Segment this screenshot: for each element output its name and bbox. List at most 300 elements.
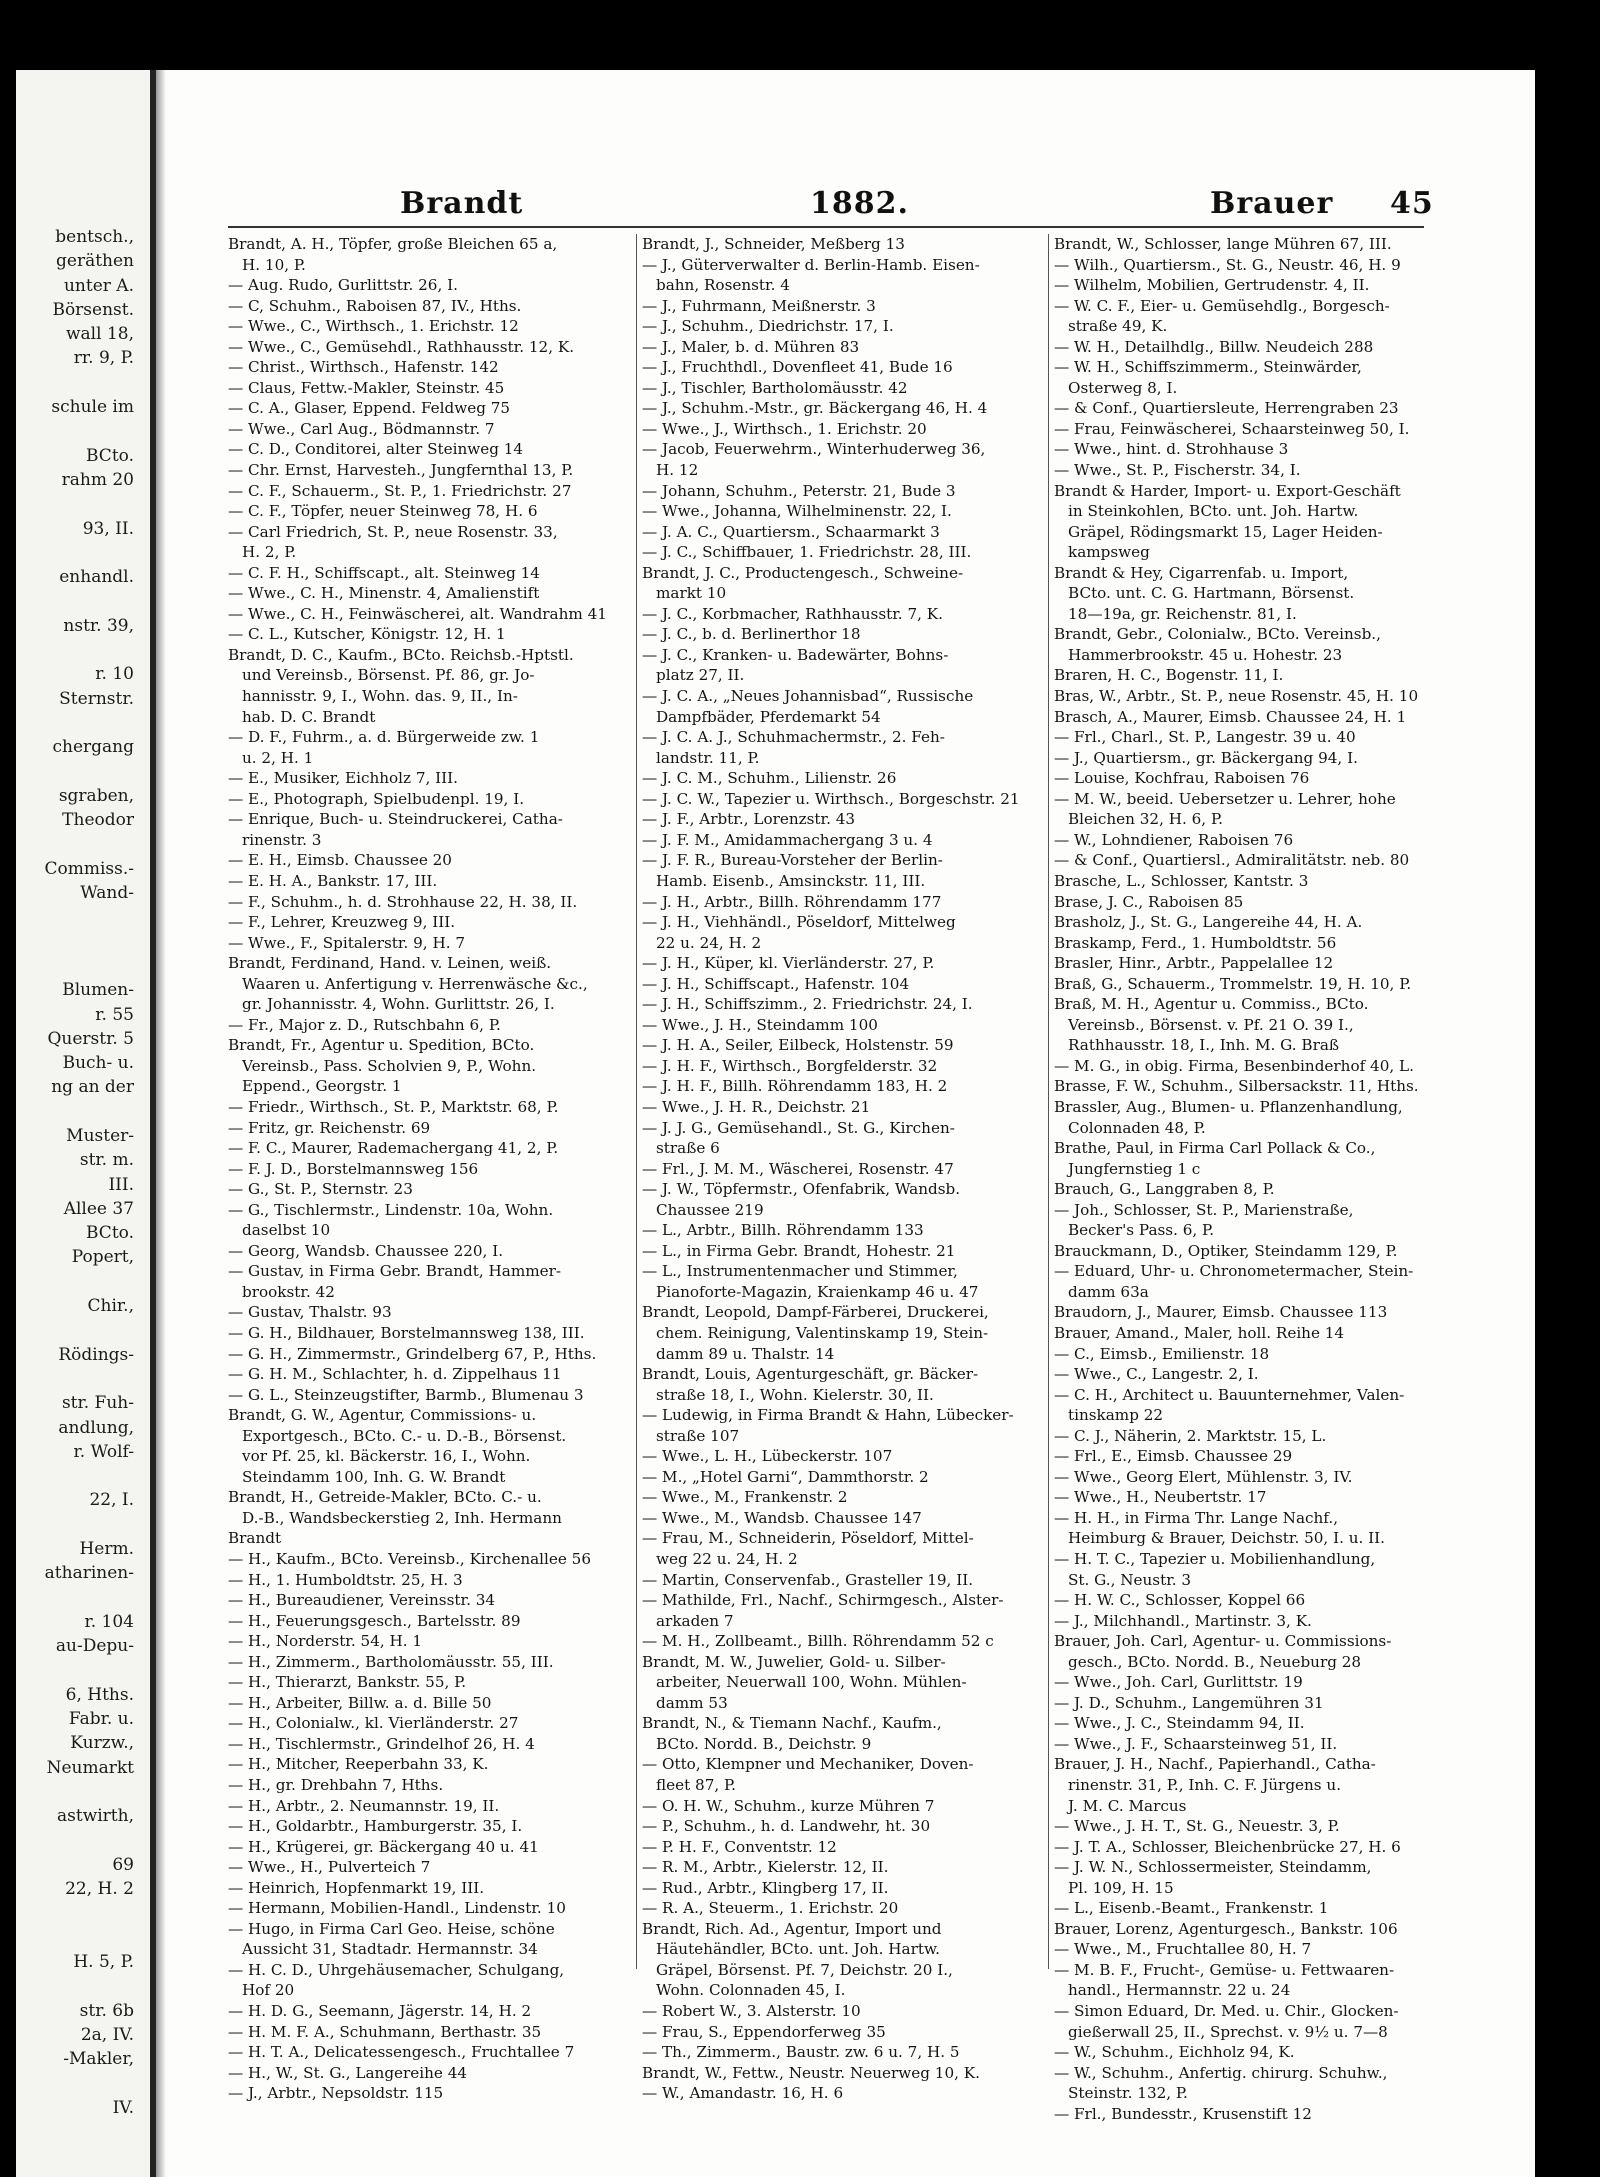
directory-entry-line: Brasse, F. W., Schuhm., Silbersackstr. 11, Hths. [1054,1077,1419,1096]
adjacent-page-line: BCto. [86,445,134,466]
directory-entry-line: — L., Instrumentenmacher und Stimmer, [642,1262,958,1281]
directory-entry-line: — F., Lehrer, Kreuzweg 9, III. [228,913,456,932]
adjacent-page-line [0,589,142,613]
directory-entry-line: Brasche, L., Schlosser, Kantstr. 3 [1054,871,1309,890]
adjacent-page-line [0,1318,142,1342]
directory-entry-line: Braskamp, Ferd., 1. Humboldtstr. 56 [1054,933,1337,952]
directory-entry-line: — Wwe., C., Langestr. 2, I. [1054,1365,1259,1384]
adjacent-page-line: 69 [112,1854,134,1875]
directory-entry-line: — J. T. A., Schlosser, Bleichenbrücke 27, H. 6 [1054,1837,1401,1856]
directory-entry-line: — G., Tischlermstr., Lindenstr. 10a, Wohn. [228,1200,554,1219]
directory-entry-line: — F. C., Maurer, Rademachergang 41, 2, P. [228,1139,559,1158]
directory-entry-line: damm 89 u. Thalstr. 14 [656,1344,835,1363]
directory-entry-line: — L., Eisenb.-Beamt., Frankenstr. 1 [1054,1899,1329,1918]
directory-entry-line: — J., Fuhrmann, Meißnerstr. 3 [642,296,876,315]
adjacent-page-line: Allee 37 [63,1198,134,1219]
directory-entry-line: Colonnaden 48, P. [1068,1118,1206,1137]
adjacent-page-line: rr. 9, P. [73,348,134,369]
directory-entry-line: Brauer, Amand., Maler, holl. Reihe 14 [1054,1323,1345,1342]
directory-entry-line: — C. F., Schauerm., St. P., 1. Friedrichstr. 27 [228,481,572,500]
directory-entry-line: — H. C. D., Uhrgehäusemacher, Schulgang, [228,1960,565,1979]
directory-entry-line: Vereinsb., Pass. Scholvien 9, P., Wohn. [242,1056,537,1075]
directory-entry-line: — J. A. C., Quartiersm., Schaarmarkt 3 [642,522,940,541]
running-head-left: Brandt [400,186,524,221]
directory-entry-line: — C., Eimsb., Emilienstr. 18 [1054,1344,1270,1363]
directory-entry-line: — M. G., in obig. Firma, Besenbinderhof 40, L. [1054,1056,1414,1075]
directory-entry-line: H. 10, P. [242,255,306,274]
adjacent-page-line: Wand- [80,883,134,904]
column-divider [1048,234,1049,1969]
directory-entry-line: brookstr. 42 [242,1282,335,1301]
directory-entry-line: — H., Arbtr., 2. Neumannstr. 19, II. [228,1796,500,1815]
directory-entry-line: — Gustav, Thalstr. 93 [228,1303,392,1322]
adjacent-page-line [0,638,142,662]
directory-entry-line: — Wwe., H., Pulverteich 7 [228,1858,431,1877]
directory-entry-line: Brandt, D. C., Kaufm., BCto. Reichsb.-Hptstl. [228,645,574,664]
directory-entry-line: — W. C. F., Eier- u. Gemüsehdlg., Borgesch- [1054,296,1390,315]
adjacent-page-line [0,1513,142,1537]
directory-entry-line: kampsweg [1068,543,1150,562]
directory-entry-line: — Wwe., Johanna, Wilhelminenstr. 22, I. [642,502,952,521]
directory-entry-line: — J. H., Schiffszimm., 2. Friedrichstr. 24, I. [642,995,973,1014]
adjacent-page-line: Theodor [62,810,134,831]
scan-border-right [1535,70,1600,2177]
running-head-year: 1882. [810,186,909,221]
adjacent-page-line [0,711,142,735]
directory-entry-line: — Wwe., hint. d. Strohhause 3 [1054,440,1289,459]
directory-entry-line: — H., Bureaudiener, Vereinsstr. 34 [228,1591,496,1610]
running-head-right: Brauer [1210,186,1334,221]
directory-entry-line: — P., Schuhm., h. d. Landwehr, ht. 30 [642,1817,931,1836]
adjacent-page-line [0,541,142,565]
adjacent-page-line [0,1829,142,1853]
directory-entry-line: gießerwall 25, II., Sprechst. v. 9½ u. 7—8 [1068,2022,1388,2041]
directory-entry-line: — Wwe., J. H. R., Deichstr. 21 [642,1097,871,1116]
directory-entry-line: Braß, M. H., Agentur u. Commiss., BCto. [1054,995,1369,1014]
directory-entry-line: u. 2, H. 1 [242,748,314,767]
adjacent-page-line: -Makler, [63,2049,134,2070]
directory-entry-line: — W., Schuhm., Anfertig. chirurg. Schuhw., [1054,2063,1388,2082]
adjacent-page-line: r. 10 [95,664,134,685]
directory-entry-line: und Vereinsb., Börsenst. Pf. 86, gr. Jo- [242,666,535,685]
directory-entry-line: — G. H., Zimmermstr., Grindelberg 67, P., Hths. [228,1344,597,1363]
directory-entry-line: Brandt, A. H., Töpfer, große Bleichen 65 a, [228,235,558,253]
directory-entry-line: — C, Schuhm., Raboisen 87, IV., Hths. [228,296,522,315]
directory-entry-line: — Wwe., Georg Elert, Mühlenstr. 3, IV. [1054,1467,1353,1486]
adjacent-page-line [0,1586,142,1610]
directory-entry-line: Brandt & Harder, Import- u. Export-Geschäft [1054,481,1401,500]
directory-column-3 [1054,234,1424,2124]
directory-entry-line: — J. H. F., Wirthsch., Borgfelderstr. 32 [642,1056,938,1075]
directory-entry-line: Eppend., Georgstr. 1 [242,1077,402,1096]
adjacent-page-line: IV. [112,2097,134,2118]
directory-entry-line: Wohn. Colonnaden 45, I. [656,1981,846,2000]
directory-entry-line: — H., Goldarbtr., Hamburgerstr. 35, I. [228,1817,523,1836]
adjacent-page-line: Muster- [66,1125,134,1146]
directory-entry-line: — J. C. W., Tapezier u. Wirthsch., Borgeschstr. 21 [642,789,1020,808]
directory-entry-line: — Fr., Major z. D., Rutschbahn 6, P. [228,1015,501,1034]
directory-entry-line: — J. F., Arbtr., Lorenzstr. 43 [642,810,856,829]
directory-entry-line: in Steinkohlen, BCto. unt. Joh. Hartw. [1068,502,1359,521]
directory-entry-line: Brasler, Hinr., Arbtr., Pappelallee 12 [1054,954,1334,973]
directory-entry-line: — J. C. A., „Neues Johannisbad“, Russische [642,687,974,706]
directory-entry-line: tinskamp 22 [1068,1406,1164,1425]
directory-entry-line: Bleichen 32, H. 6, P. [1068,810,1223,829]
adjacent-page-line [0,371,142,395]
directory-entry-line: — G. L., Steinzeugstifter, Barmb., Blumenau 3 [228,1385,584,1404]
directory-entry-line: — J. W., Töpfermstr., Ofenfabrik, Wandsb. [642,1180,961,1199]
directory-entry-line: — Friedr., Wirthsch., St. P., Marktstr. 68, P. [228,1097,559,1116]
directory-entry-line: — Jacob, Feuerwehrm., Winterhuderweg 36, [642,440,986,459]
directory-column-1 [228,234,632,2104]
directory-entry-line: — H. M. F. A., Schuhmann, Berthastr. 35 [228,2022,542,2041]
adjacent-page-line [0,930,142,954]
directory-entry-line: Häutehändler, BCto. unt. Joh. Hartw. [656,1940,940,1959]
fold-shadow [156,70,166,2177]
directory-entry-line: Brauer, Joh. Carl, Agentur- u. Commissions- [1054,1632,1392,1651]
adjacent-page-line: 22, I. [89,1490,134,1511]
directory-entry-line: — E. H., Eimsb. Chaussee 20 [228,851,452,870]
directory-entry-line: — H., Colonialw., kl. Vierländerstr. 27 [228,1714,519,1733]
adjacent-page-line: atharinen- [44,1563,134,1584]
directory-entry-line: — Frl., J. M. M., Wäscherei, Rosenstr. 47 [642,1159,954,1178]
directory-entry-line: — O. H. W., Schuhm., kurze Mühren 7 [642,1796,935,1815]
directory-entry-line: D.-B., Wandsbeckerstieg 2, Inh. Hermann [242,1508,562,1527]
directory-entry-line: — Gustav, in Firma Gebr. Brandt, Hammer- [228,1262,562,1281]
adjacent-page-line: r. Wolf- [73,1441,134,1462]
directory-entry-line: — J. C. A. J., Schuhmachermstr., 2. Feh- [642,728,945,747]
directory-entry-line: Brauer, Lorenz, Agenturgesch., Bankstr. 106 [1054,1919,1398,1938]
directory-entry-line: Heimburg & Brauer, Deichstr. 50, I. u. II. [1068,1529,1385,1548]
adjacent-page-line: au-Depu- [55,1636,134,1657]
directory-entry-line: — H., Krügerei, gr. Bäckergang 40 u. 41 [228,1837,539,1856]
directory-entry-line: Steindamm 100, Inh. G. W. Brandt [242,1467,506,1486]
directory-entry-line: — Christ., Wirthsch., Hafenstr. 142 [228,358,499,377]
directory-entry-line: — J., Maler, b. d. Mühren 83 [642,337,860,356]
directory-entry-line: gr. Johannisstr. 4, Wohn. Gurlittstr. 26, I. [242,995,555,1014]
directory-entry-line: damm 63a [1068,1282,1149,1301]
adjacent-page-line [0,1100,142,1124]
directory-entry-line: — C. H., Architect u. Bauunternehmer, Valen- [1054,1385,1405,1404]
adjacent-page-line: chergang [52,737,134,758]
adjacent-page-line: geräthen [56,251,134,272]
directory-entry-line: — Wwe., L. H., Lübeckerstr. 107 [642,1447,893,1466]
directory-entry-line: — J. H., Viehhändl., Pöseldorf, Mittelweg [642,913,956,932]
directory-entry-line: — H., Tischlermstr., Grindelhof 26, H. 4 [228,1734,535,1753]
directory-entry-line: — E., Musiker, Eichholz 7, III. [228,769,458,788]
directory-entry-line: — J. H., Arbtr., Billh. Röhrendamm 177 [642,892,942,911]
directory-entry-line: Vereinsb., Börsenst. v. Pf. 21 O. 39 I., [1068,1015,1354,1034]
directory-entry-line: hannisstr. 9, I., Wohn. das. 9, II., In- [242,687,518,706]
adjacent-page-line: 6, Hths. [65,1684,134,1705]
directory-entry-line: Pianoforte-Magazin, Kraienkamp 46 u. 47 [656,1282,979,1301]
adjacent-page-line [0,1270,142,1294]
directory-entry-line: Brase, J. C., Raboisen 85 [1054,892,1244,911]
directory-entry-line: — H., Kaufm., BCto. Vereinsb., Kirchenallee 56 [228,1550,591,1568]
directory-entry-line: — Wwe., M., Wandsb. Chaussee 147 [642,1508,922,1527]
directory-entry-line: Chaussee 219 [656,1200,764,1219]
directory-entry-line: Hof 20 [242,1981,295,2000]
adjacent-page-line: r. 104 [84,1611,134,1632]
directory-entry-line: — G. H. M., Schlachter, h. d. Zippelhaus 11 [228,1365,562,1384]
directory-entry-line: — Joh., Schlosser, St. P., Marienstraße, [1054,1200,1354,1219]
directory-entry-line: — H., 1. Humboldtstr. 25, H. 3 [228,1570,463,1589]
adjacent-page-line [0,832,142,856]
directory-entry-line: — & Conf., Quartiersleute, Herrengraben 23 [1054,399,1399,418]
adjacent-page-line: Commiss.- [44,858,134,879]
adjacent-page-line [0,1926,142,1950]
directory-entry-line: — E. H. A., Bankstr. 17, III. [228,871,438,890]
directory-entry-line: — Frl., E., Eimsb. Chaussee 29 [1054,1447,1293,1466]
directory-entry-line: Gräpel, Rödingsmarkt 15, Lager Heiden- [1068,522,1383,541]
directory-entry-line: Steinstr. 132, P. [1068,2084,1188,2103]
directory-entry-line: Hammerbrookstr. 45 u. Hohestr. 23 [1068,645,1343,664]
directory-entry-line: Osterweg 8, I. [1068,378,1178,397]
directory-entry-line: Brandt, Fr., Agentur u. Spedition, BCto. [228,1036,535,1055]
adjacent-page-strip [0,70,150,2177]
directory-entry-line: Brandt, Ferdinand, Hand. v. Leinen, weiß. [228,954,552,973]
directory-entry-line: — Johann, Schuhm., Peterstr. 21, Bude 3 [642,481,956,500]
directory-entry-line: — Chr. Ernst, Harvesteh., Jungfernthal 13, P. [228,461,574,480]
directory-entry-line: Brandt, H., Getreide-Makler, BCto. C.- u. [228,1488,542,1507]
adjacent-page-line: Sternstr. [59,688,134,709]
directory-entry-line: — H., Zimmerm., Bartholomäusstr. 55, III. [228,1652,554,1671]
directory-entry-line: — M. B. F., Frucht-, Gemüse- u. Fettwaaren- [1054,1960,1395,1979]
directory-entry-line: — J. J. G., Gemüsehandl., St. G., Kirchen- [642,1118,955,1137]
directory-entry-line: — Wwe., C. H., Feinwäscherei, alt. Wandrahm 41 [228,604,607,623]
directory-entry-line: 22 u. 24, H. 2 [656,933,762,952]
directory-entry-line: — Georg, Wandsb. Chaussee 220, I. [228,1241,504,1260]
directory-entry-line: — H., Arbeiter, Billw. a. d. Bille 50 [228,1693,492,1712]
adjacent-page-line: str. 6b [79,2000,134,2021]
directory-entry-line: — J. D., Schuhm., Langemühren 31 [1054,1693,1324,1712]
directory-entry-line: Brauckmann, D., Optiker, Steindamm 129, P. [1054,1241,1398,1260]
directory-entry-line: — J., Güterverwalter d. Berlin-Hamb. Eisen- [642,255,980,274]
directory-entry-line: — Ludewig, in Firma Brandt & Hahn, Lübecker- [642,1406,1014,1425]
adjacent-page-line: astwirth, [57,1806,134,1827]
directory-entry-line: — Frau, M., Schneiderin, Pöseldorf, Mittel- [642,1529,974,1548]
directory-entry-line: — Carl Friedrich, St. P., neue Rosenstr. 33, [228,522,558,541]
directory-entry-line: — Wwe., St. P., Fischerstr. 34, I. [1054,461,1301,480]
directory-entry-line: — Th., Zimmerm., Baustr. zw. 6 u. 7, H. 5 [642,2043,960,2062]
directory-entry-line: — H., Mitcher, Reeperbahn 33, K. [228,1755,489,1774]
directory-entry-line: — J. H., Schiffscapt., Hafenstr. 104 [642,974,910,993]
directory-entry-line: — Wwe., C., Gemüsehdl., Rathhausstr. 12, K. [228,337,575,356]
directory-entry-line: arkaden 7 [656,1611,734,1630]
directory-entry-line: — Simon Eduard, Dr. Med. u. Chir., Glocken- [1054,2002,1399,2021]
adjacent-page-line: Börsenst. [52,299,134,320]
directory-entry-line: — D. F., Fuhrm., a. d. Bürgerweide zw. 1 [228,728,540,747]
directory-entry-line: Brandt, Louis, Agenturgeschäft, gr. Bäcker- [642,1365,979,1384]
adjacent-page-line: sgraben, [58,785,134,806]
adjacent-page-line: 93, II. [82,518,134,539]
directory-entry-line: daselbst 10 [242,1221,331,1240]
adjacent-page-line [0,1974,142,1998]
adjacent-page-line [0,954,142,978]
directory-entry-line: Jungfernstieg 1 c [1068,1159,1201,1178]
adjacent-page-line: str. m. [79,1150,134,1171]
directory-entry-line: — F., Schuhm., h. d. Strohhause 22, H. 38, II. [228,892,578,911]
directory-entry-line: — H., Norderstr. 54, H. 1 [228,1632,423,1651]
directory-entry-line: — C. J., Näherin, 2. Marktstr. 15, L. [1054,1426,1327,1445]
adjacent-page-line: 22, H. 2 [65,1879,134,1900]
directory-entry-line: Dampfbäder, Pferdemarkt 54 [656,707,881,726]
directory-entry-line: — Frau, S., Eppendorferweg 35 [642,2022,886,2041]
directory-entry-line: — J. C., Kranken- u. Badewärter, Bohns- [642,645,949,664]
adjacent-page-line: Querstr. 5 [47,1028,134,1049]
directory-entry-line: Brandt, J. C., Productengesch., Schweine- [642,563,964,582]
directory-entry-line: — Wwe., C. H., Minenstr. 4, Amalienstift [228,584,540,603]
directory-entry-line: — Wwe., J. F., Schaarsteinweg 51, II. [1054,1734,1338,1753]
directory-entry-line: hab. D. C. Brandt [242,707,376,726]
adjacent-page-line: 2a, IV. [80,2024,134,2045]
directory-entry-line: straße 107 [656,1426,740,1445]
directory-entry-line: — J., Quartiersm., gr. Bäckergang 94, I. [1054,748,1358,767]
directory-entry-line: Brandt [228,1529,282,1548]
adjacent-page-line: ng an der [51,1077,134,1098]
directory-entry-line: Brandt & Hey, Cigarrenfab. u. Import, [1054,563,1349,582]
adjacent-page-line: Popert, [71,1247,134,1268]
adjacent-page-line [0,2072,142,2096]
directory-entry-line: chem. Reinigung, Valentinskamp 19, Stein- [656,1323,989,1342]
directory-entry-line: Brandt, Rich. Ad., Agentur, Import und [642,1919,942,1938]
directory-entry-line: — J. H. F., Billh. Röhrendamm 183, H. 2 [642,1077,948,1096]
adjacent-page-line: Buch- u. [62,1053,134,1074]
directory-entry-line: Braren, H. C., Bogenstr. 11, I. [1054,666,1284,685]
directory-entry-line: — J. C. M., Schuhm., Lilienstr. 26 [642,769,897,788]
directory-entry-line: — Wwe., M., Fruchtallee 80, H. 7 [1054,1940,1312,1959]
directory-entry-line: — R. M., Arbtr., Kielerstr. 12, II. [642,1858,889,1877]
directory-entry-line: — J. H. A., Seiler, Eilbeck, Holstenstr. 59 [642,1036,954,1055]
adjacent-page-line [0,492,142,516]
directory-entry-line: — E., Photograph, Spielbudenpl. 19, I. [228,789,525,808]
adjacent-page-line: Fabr. u. [68,1709,134,1730]
directory-entry-line: Becker's Pass. 6, P. [1068,1221,1215,1240]
adjacent-page-line [0,1901,142,1925]
directory-entry-line: fleet 87, P. [656,1776,736,1795]
directory-entry-line: — H. T. C., Tapezier u. Mobilienhandlung, [1054,1550,1376,1568]
directory-entry-line: — Wwe., J., Wirthsch., 1. Erichstr. 20 [642,419,927,438]
directory-entry-line: — F. J. D., Borstelmannsweg 156 [228,1159,479,1178]
adjacent-page-line [0,1659,142,1683]
scan-border-top [0,0,1600,70]
directory-entry-line: — H. W. C., Schlosser, Koppel 66 [1054,1591,1306,1610]
directory-entry-line: — H. D. G., Seemann, Jägerstr. 14, H. 2 [228,2002,532,2021]
adjacent-page-line: andlung, [58,1417,134,1438]
adjacent-page-line: schule im [51,397,134,418]
directory-entry-line: — C. F. H., Schiffscapt., alt. Steinweg 14 [228,563,540,582]
adjacent-page-line [0,1367,142,1391]
directory-entry-line: — Enrique, Buch- u. Steindruckerei, Catha- [228,810,563,829]
directory-entry-line: — G., St. P., Sternstr. 23 [228,1180,413,1199]
directory-entry-line: gesch., BCto. Nordd. B., Neueburg 28 [1068,1652,1362,1671]
directory-entry-line: St. G., Neustr. 3 [1068,1570,1192,1589]
directory-entry-line: — Wwe., M., Frankenstr. 2 [642,1488,848,1507]
directory-entry-line: — Wwe., F., Spitalerstr. 9, H. 7 [228,933,466,952]
page-header [180,186,1434,222]
directory-entry-line: — Wwe., C., Wirthsch., 1. Erichstr. 12 [228,317,519,336]
directory-entry-line: — J., Tischler, Bartholomäusstr. 42 [642,378,908,397]
directory-entry-line: — W. H., Schiffszimmerm., Steinwärder, [1054,358,1362,377]
directory-entry-line: damm 53 [656,1693,728,1712]
directory-entry-line: — & Conf., Quartiersl., Admiralitätstr. neb. 80 [1054,851,1410,870]
directory-entry-line: — Otto, Klempner und Mechaniker, Doven- [642,1755,974,1774]
adjacent-page-line: Herm. [79,1539,134,1560]
adjacent-page-line: Blumen- [62,980,134,1001]
directory-entry-line: — Frl., Charl., St. P., Langestr. 39 u. 40 [1054,728,1356,747]
directory-entry-line: — Aug. Rudo, Gurlittstr. 26, I. [228,276,458,295]
directory-entry-line: — C. D., Conditorei, alter Steinweg 14 [228,440,524,459]
directory-entry-line: — J., Schuhm.-Mstr., gr. Bäckergang 46, H. 4 [642,399,988,418]
directory-entry-line: — Hermann, Mobilien-Handl., Lindenstr. 10 [228,1899,566,1918]
directory-entry-line: — Frau, Feinwäscherei, Schaarsteinweg 50, I. [1054,419,1410,438]
adjacent-page-line: Chir., [87,1296,134,1317]
directory-entry-line: — Frl., Bundesstr., Krusenstift 12 [1054,2104,1312,2123]
directory-entry-line: — H., W., St. G., Langereihe 44 [228,2063,468,2082]
directory-entry-line: markt 10 [656,584,727,603]
directory-entry-line: — H., Feuerungsgesch., Bartelsstr. 89 [228,1611,521,1630]
directory-entry-line: rinenstr. 3 [242,830,322,849]
directory-entry-line: — W., Schuhm., Eichholz 94, K. [1054,2043,1295,2062]
directory-entry-line: Aussicht 31, Stadtadr. Hermannstr. 34 [242,1940,538,1959]
directory-entry-line: — Wwe., Carl Aug., Bödmannstr. 7 [228,419,495,438]
directory-entry-line: BCto. unt. C. G. Hartmann, Börsenst. [1068,584,1355,603]
directory-entry-line: — J., Milchhandl., Martinstr. 3, K. [1054,1611,1312,1630]
directory-entry-line: bahn, Rosenstr. 4 [656,276,790,295]
directory-entry-line: — J. H., Küper, kl. Vierländerstr. 27, P. [642,954,935,973]
directory-entry-line: — H. T. A., Delicatessengesch., Fruchtallee 7 [228,2043,575,2062]
directory-entry-line: — J., Arbtr., Nepsoldstr. 115 [228,2084,444,2103]
directory-entry-line: — Rud., Arbtr., Klingberg 17, II. [642,1878,889,1897]
directory-entry-line: — J. W. N., Schlossermeister, Steindamm, [1054,1858,1372,1877]
adjacent-page-line: III. [108,1174,134,1195]
directory-entry-line: — H. H., in Firma Thr. Lange Nachf., [1054,1508,1339,1527]
directory-entry-line: — Hugo, in Firma Carl Geo. Heise, schöne [228,1919,555,1938]
page-number: 45 [1390,186,1434,221]
directory-entry-line: Gräpel, Börsenst. Pf. 7, Deichstr. 20 I., [656,1960,953,1979]
directory-entry-line: Brandt, M. W., Juwelier, Gold- u. Silber- [642,1652,946,1671]
directory-entry-line: — J. F. R., Bureau-Vorsteher der Berlin- [642,851,943,870]
adjacent-page-line: Kurzw., [70,1733,134,1754]
adjacent-page-line [0,905,142,929]
directory-entry-line: platz 27, II. [656,666,745,685]
adjacent-page-line: rahm 20 [61,469,134,490]
directory-entry-line: — Eduard, Uhr- u. Chronometermacher, Stein- [1054,1262,1414,1281]
directory-entry-line: H. 12 [656,461,699,480]
directory-entry-line: — J., Fruchthdl., Dovenfleet 41, Bude 16 [642,358,953,377]
directory-entry-line: — Wwe., Joh. Carl, Gurlittstr. 19 [1054,1673,1303,1692]
directory-entry-line: — Louise, Kochfrau, Raboisen 76 [1054,769,1310,788]
directory-entry-line: — Heinrich, Hopfenmarkt 19, III. [228,1878,485,1897]
directory-entry-line: landstr. 11, P. [656,748,760,767]
adjacent-page-line: Neumarkt [46,1757,134,1778]
scan-border-left [0,70,16,2177]
directory-entry-line: Braß, G., Schauerm., Trommelstr. 19, H. 10, P. [1054,974,1412,993]
directory-entry-line: — Wwe., H., Neubertstr. 17 [1054,1488,1267,1507]
adjacent-page-text [0,225,142,2120]
directory-entry-line: straße 6 [656,1139,720,1158]
directory-entry-line: — J. C., b. d. Berlinerthor 18 [642,625,861,644]
directory-entry-line: — J. C., Schiffbauer, 1. Friedrichstr. 28, III. [642,543,972,562]
directory-entry-line: — J. F. M., Amidammachergang 3 u. 4 [642,830,933,849]
adjacent-page-line: bentsch., [55,227,134,247]
directory-entry-line: — Wwe., J. C., Steindamm 94, II. [1054,1714,1305,1733]
directory-entry-line: Exportgesch., BCto. C.- u. D.-B., Börsenst. [242,1426,567,1445]
directory-entry-line: Brandt, Gebr., Colonialw., BCto. Vereinsb., [1054,625,1381,644]
directory-entry-line: Brandt, G. W., Agentur, Commissions- u. [228,1406,537,1425]
adjacent-page-line: H. 5, P. [73,1952,134,1973]
directory-entry-line: Brasch, A., Maurer, Eimsb. Chaussee 24, H. 1 [1054,707,1407,726]
